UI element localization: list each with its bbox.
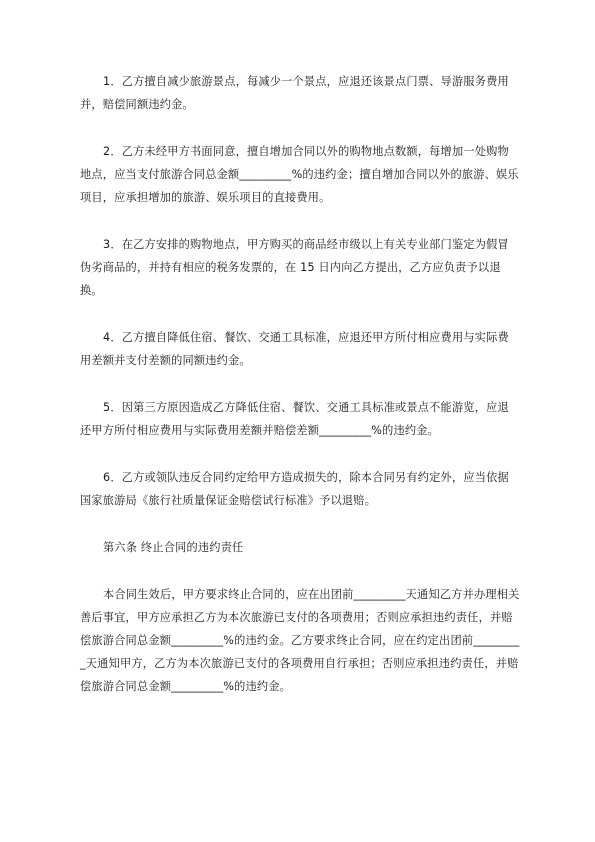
clause-item-3: 3．在乙方安排的购物地点，甲方购买的商品经市级以上有关专业部门鉴定为假冒伪劣商品的，并持有相应的税务发票的，在 15 日内向乙方提出，乙方应负责予以退换。	[80, 238, 509, 297]
clause-item-5: 5．因第三方原因造成乙方降低住宿、餐饮、交通工具标准或景点不能游览，应退还甲方所付相应费用与实际费用差额并赔偿差额_________%的违约金。	[80, 401, 509, 437]
clause-item-2: 2．乙方未经甲方书面同意，擅自增加合同以外的购物地点数额，每增加一处购物地点，应当支付旅游合同总金额_________%的违约金；擅自增加合同以外的旅游、娱乐项目，应承担增加的旅游、娱乐项目的直接费用。	[80, 145, 519, 204]
clause-item-6: 6．乙方或领队违反合同约定给甲方造成损失的，除本合同另有约定外，应当依据国家旅游局《旅行社质量保证金赔偿试行标准》予以退赔。	[80, 471, 509, 507]
section-body: 本合同生效后，甲方要求终止合同的，应在出团前_________天通知乙方并办理相关善后事宜，甲方应承担乙方为本次旅游已支付的各项费用；否则应承担违约责任，并赔偿旅游合同总金额_________%的违约金。乙方要求终止合同，应在约定出团前_________天通知甲方，乙方为本次旅游已支付的各项费用自行承担；否则应承担违约责任，并赔偿旅游合同总金额_________%的违约金。	[80, 588, 520, 693]
section-heading: 第六条 终止合同的违约责任	[103, 541, 244, 554]
clause-item-4: 4．乙方擅自降低住宿、餐饮、交通工具标准，应退还甲方所付相应费用与实际费用差额并支付差额的同额违约金。	[80, 331, 509, 367]
document-page	[80, 70, 520, 698]
clause-item-1: 1．乙方擅自减少旅游景点，每减少一个景点，应退还该景点门票、导游服务费用并，赔偿同额违约金。	[80, 75, 509, 111]
